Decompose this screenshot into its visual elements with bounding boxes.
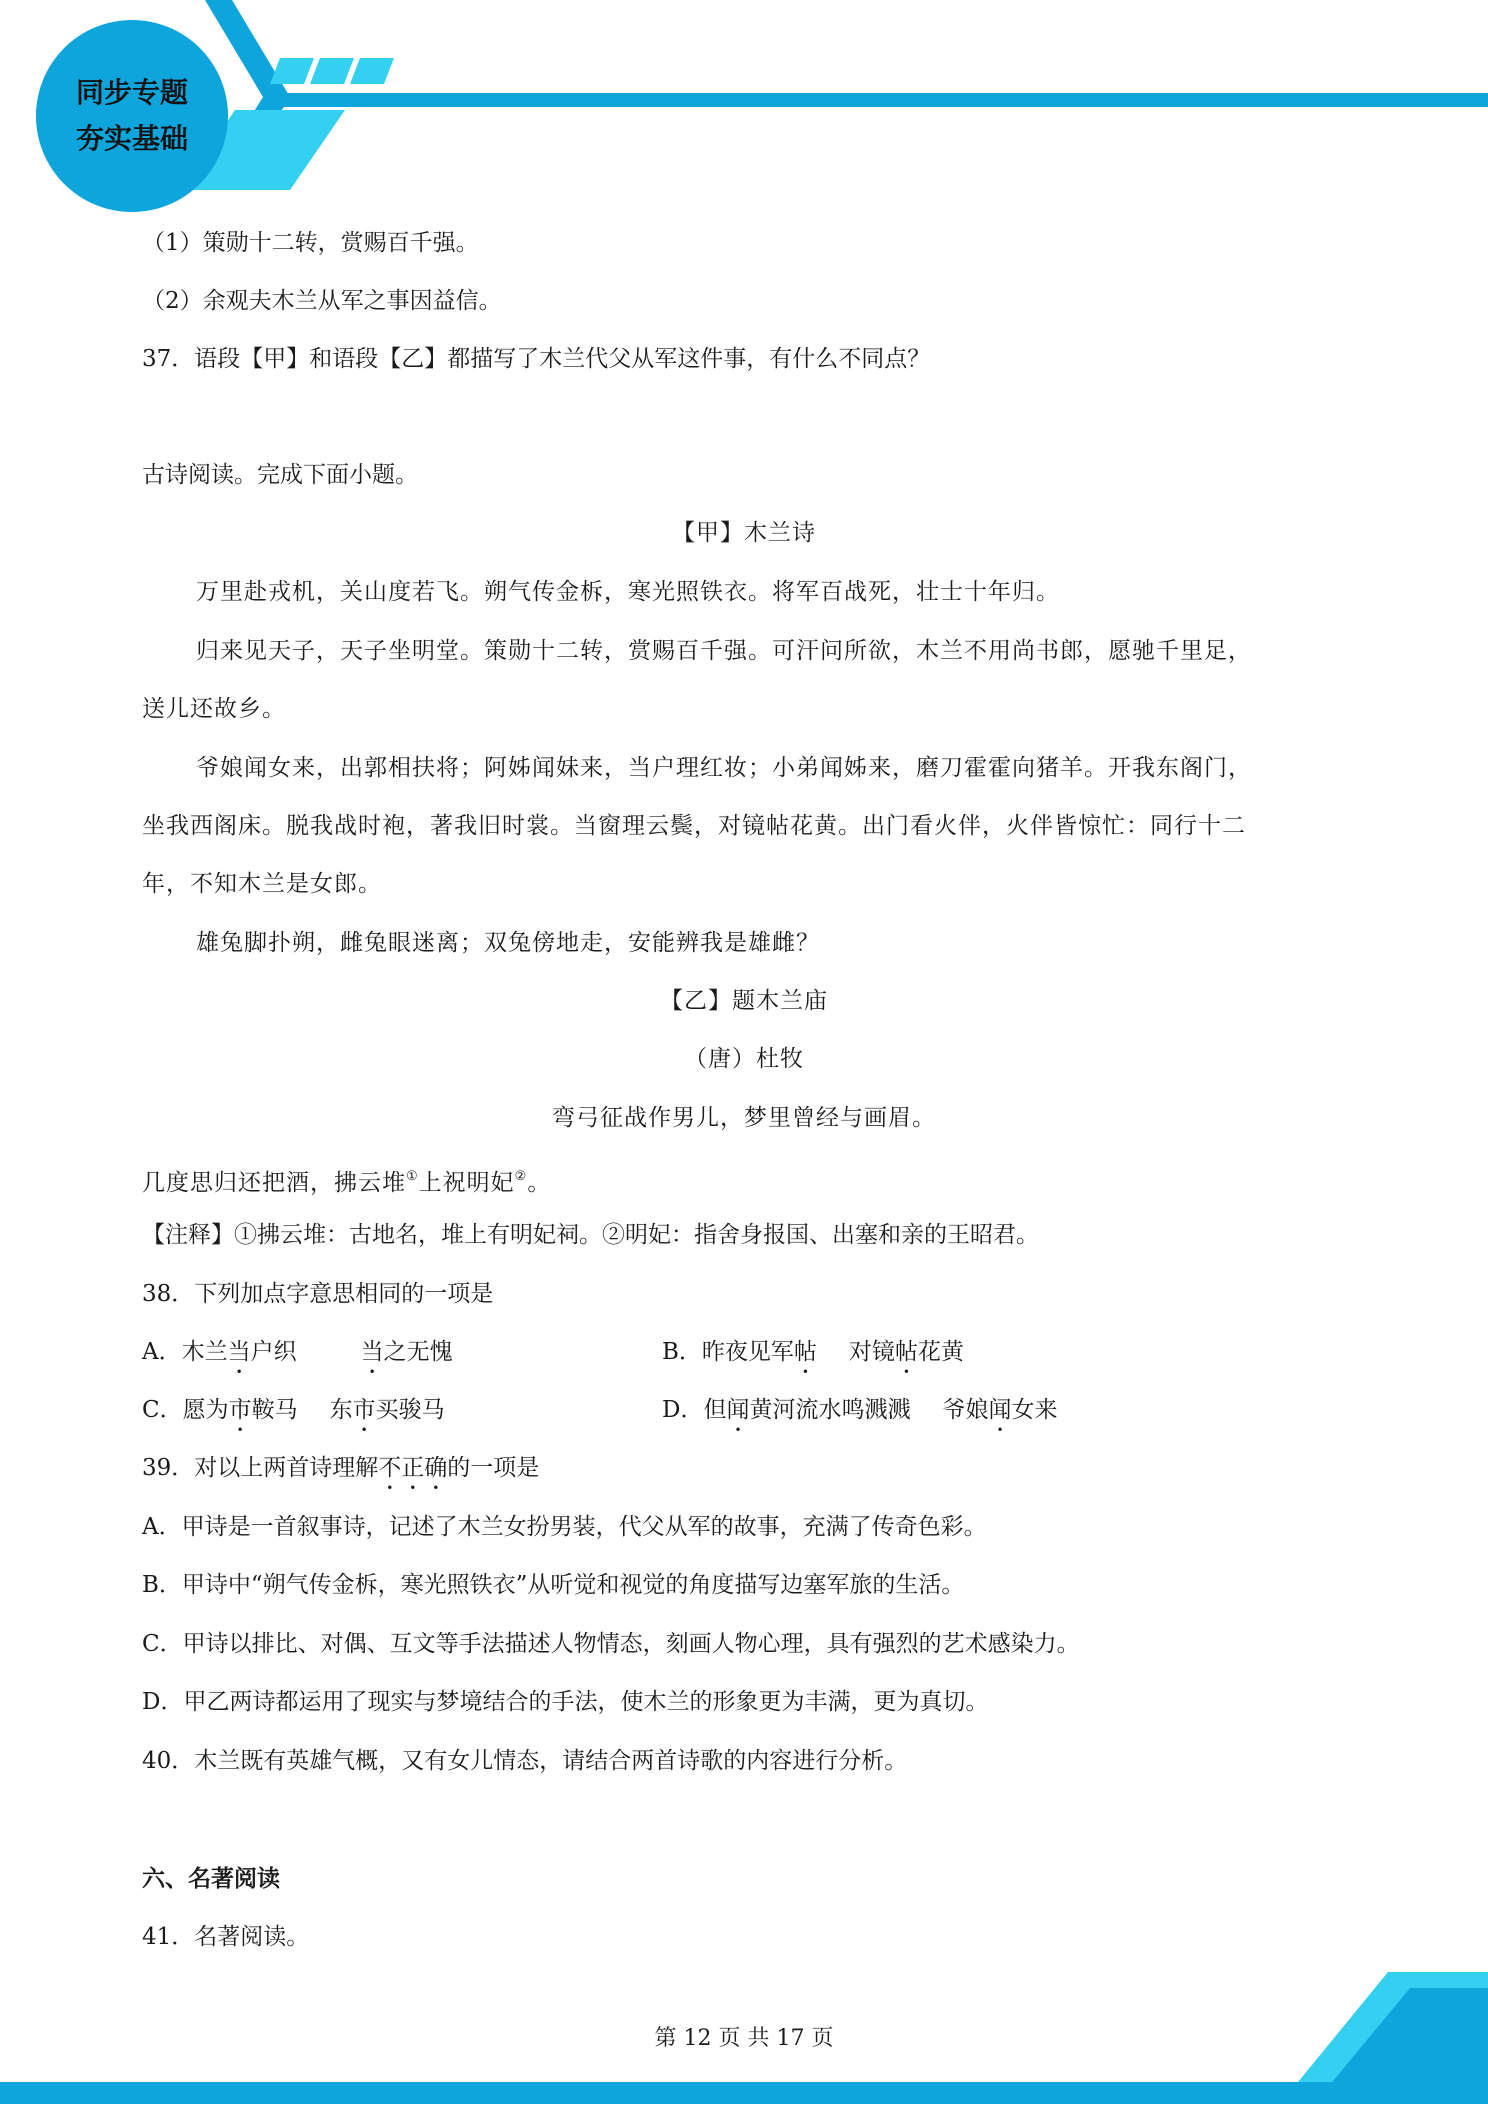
option-label: D． xyxy=(662,1397,704,1423)
option-text: 东 xyxy=(329,1397,353,1423)
dotted-char: 市 xyxy=(228,1397,252,1423)
dotted-char: 当 xyxy=(227,1339,251,1365)
poem-jia-p3c: 年，不知木兰是女郎。 xyxy=(142,871,382,897)
header-chevron-2 xyxy=(310,58,354,84)
option-label: A． xyxy=(142,1339,182,1365)
option-text: 木兰 xyxy=(181,1339,228,1365)
q39-option-d: D．甲乙两诗都运用了现实与梦境结合的手法，使木兰的形象更为丰满，更为真切。 xyxy=(142,1689,989,1715)
option-text: 买骏马 xyxy=(375,1397,445,1423)
question-39-stem xyxy=(142,1453,539,1495)
poem-yi-line-2-mid: 上祝明妃 xyxy=(418,1170,515,1196)
question-41: 41．名著阅读。 xyxy=(142,1924,310,1950)
poem-jia-p3a: 爷娘闻女来，出郭相扶将；阿姊闻妹来，当户理红妆；小弟闻姊来，磨刀霍霍向猪羊。开我东阁门， xyxy=(196,755,1252,781)
poem-yi-line-1: 弯弓征战作男儿，梦里曾经与画眉。 xyxy=(552,1105,936,1131)
header-chevron-1 xyxy=(270,58,314,84)
poem-jia-p3b: 坐我西阁床。脱我战时袍，著我旧时裳。当窗理云鬓，对镜帖花黄。出门看火伴，火伴皆惊忙：同行十二 xyxy=(142,813,1246,839)
q38-option-a xyxy=(142,1337,453,1379)
option-text: 户织 xyxy=(250,1339,297,1365)
q39-option-b: B．甲诗中“朔气传金柝，寒光照铁衣”从听觉和视觉的角度描写边塞军旅的生活。 xyxy=(142,1572,965,1598)
option-text: 女来 xyxy=(1011,1397,1058,1423)
footnote-mark-2: ② xyxy=(514,1169,528,1184)
header-line xyxy=(282,93,1488,107)
poem-yi-note: 【注释】①拂云堆：古地名，堆上有明妃祠。②明妃：指舍身报国、出塞和亲的王昭君。 xyxy=(142,1222,1039,1248)
poem-yi-title: 【乙】题木兰庙 xyxy=(660,988,828,1014)
q39-stem-post: 的一项是 xyxy=(447,1455,540,1481)
dotted-char: 帖 xyxy=(793,1339,817,1365)
poem-intro: 古诗阅读。完成下面小题。 xyxy=(142,462,418,488)
poem-jia-p1: 万里赴戎机，关山度若飞。朔气传金柝，寒光照铁衣。将军百战死，壮士十年归。 xyxy=(196,579,1060,605)
q38-option-c xyxy=(142,1395,445,1437)
poem-yi-line-2 xyxy=(142,1162,551,1198)
footer-bar xyxy=(0,2082,1488,2104)
q39-stem-pre: 39．对以上两首诗理解 xyxy=(142,1455,379,1481)
option-text: 愿为 xyxy=(182,1397,229,1423)
footnote-mark-1: ① xyxy=(406,1169,419,1184)
option-text: 花黄 xyxy=(917,1339,964,1365)
q39-option-c: C．甲诗以排比、对偶、互文等手法描述人物情态，刻画人物心理，具有强烈的艺术感染力。 xyxy=(142,1631,1080,1657)
option-text: 爷娘 xyxy=(942,1397,989,1423)
poem-jia-p2b: 送儿还故乡。 xyxy=(142,696,286,722)
option-label: C． xyxy=(142,1397,183,1423)
option-text: 对镜 xyxy=(848,1339,895,1365)
option-text: 昨夜见军 xyxy=(701,1339,794,1365)
option-text: 鞍马 xyxy=(251,1397,298,1423)
dotted-char: 当 xyxy=(360,1339,384,1365)
dotted-char: 闻 xyxy=(988,1397,1012,1423)
header-badge xyxy=(36,20,228,212)
dotted-char: 市 xyxy=(352,1397,376,1423)
dotted-char: 帖 xyxy=(894,1339,918,1365)
option-text: 之无愧 xyxy=(383,1339,453,1365)
option-text: 黄河流水鸣溅溅 xyxy=(749,1397,911,1423)
header-chevron-3 xyxy=(350,58,394,84)
poem-yi-line-2-pre: 几度思归还把酒，拂云堆 xyxy=(142,1170,406,1196)
q38-option-b xyxy=(662,1337,964,1379)
badge-line-1: 同步专题 xyxy=(75,76,188,109)
question-37: 37．语段【甲】和语段【乙】都描写了木兰代父从军这件事，有什么不同点？ xyxy=(142,346,931,372)
poem-jia-title: 【甲】木兰诗 xyxy=(672,520,816,546)
item-2: （2）余观夫木兰从军之事因益信。 xyxy=(142,288,502,314)
poem-yi-author: （唐）杜牧 xyxy=(684,1046,804,1072)
item-1: （1）策勋十二转，赏赐百千强。 xyxy=(142,230,479,256)
poem-yi-line-2-end: 。 xyxy=(527,1170,552,1196)
q38-option-d xyxy=(662,1395,1057,1437)
q39-stem-dotted: 不正确 xyxy=(378,1455,448,1481)
page-number: 第 12 页 共 17 页 xyxy=(654,2026,834,2051)
question-38-stem: 38．下列加点字意思相同的一项是 xyxy=(142,1281,494,1307)
q39-option-a: A．甲诗是一首叙事诗，记述了木兰女扮男装，代父从军的故事，充满了传奇色彩。 xyxy=(142,1514,987,1540)
section-6-heading: 六、名著阅读 xyxy=(142,1866,280,1892)
option-label: B． xyxy=(662,1339,702,1365)
poem-jia-p4: 雄兔脚扑朔，雌兔眼迷离；双兔傍地走，安能辨我是雄雌？ xyxy=(196,930,820,956)
option-text: 但 xyxy=(703,1397,727,1423)
poem-jia-p2a: 归来见天子，天子坐明堂。策勋十二转，赏赐百千强。可汗问所欲，木兰不用尚书郎，愿驰千里足， xyxy=(196,638,1252,664)
question-40: 40．木兰既有英雄气概，又有女儿情态，请结合两首诗歌的内容进行分析。 xyxy=(142,1748,908,1774)
badge-line-2: 夯实基础 xyxy=(75,122,188,155)
dotted-char: 闻 xyxy=(726,1397,750,1423)
